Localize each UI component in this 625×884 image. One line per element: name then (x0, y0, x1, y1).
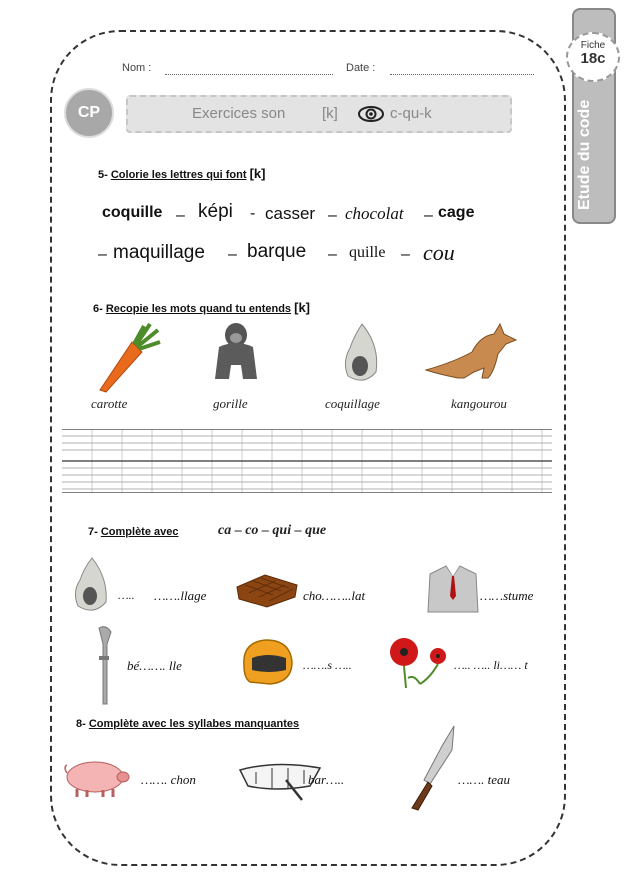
word-dash: – (328, 207, 337, 224)
ex6-instruction: Recopie les mots quand tu entends (105, 303, 292, 315)
ex8-blank-3[interactable]: ……. teau (458, 772, 510, 787)
poppy-picture (386, 634, 452, 690)
pig-picture (63, 755, 131, 799)
knife-picture (408, 724, 460, 812)
ex7-blank-2[interactable]: cho……..lat (303, 588, 366, 603)
word-dash: – (424, 207, 433, 224)
word-dash: - (250, 205, 256, 222)
label-carotte: carotte (91, 396, 128, 411)
eye-icon (358, 103, 384, 125)
word-kepi[interactable]: képi (198, 201, 233, 222)
ex7-number: 7- (88, 526, 98, 538)
word-dash: – (228, 246, 237, 263)
label-kangourou: kangourou (451, 396, 507, 411)
ex5-instruction: Colorie les lettres qui font (110, 169, 247, 181)
chocolate-picture (235, 573, 299, 609)
ex8-number: 8- (76, 718, 86, 730)
word-quille[interactable]: quille (349, 244, 386, 261)
ex7-heading (88, 526, 179, 538)
fiche-badge (566, 32, 620, 82)
carrot-picture (92, 322, 162, 394)
fiche-label: Fiche (580, 40, 606, 51)
word-maquillage[interactable]: maquillage (113, 242, 205, 263)
ex8-instruction: Complète avec les syllabes manquantes (88, 718, 300, 730)
ex5-sound: [k] (249, 166, 266, 181)
word-casser[interactable]: casser (265, 204, 316, 223)
ex7-blank-3[interactable]: ……stume (480, 588, 534, 603)
date-label: Date : (346, 62, 376, 74)
shell-picture (340, 322, 384, 386)
word-chocolat[interactable]: chocolat (345, 204, 404, 223)
word-cage[interactable]: cage (438, 204, 475, 221)
label-gorille: gorille (213, 396, 248, 411)
title-box (126, 95, 512, 133)
date-field[interactable] (390, 64, 534, 75)
fiche-number: 18c (580, 50, 606, 67)
ex5-number: 5- (98, 169, 108, 181)
suit-picture (426, 562, 480, 614)
title-spellings: c-qu-k (390, 105, 432, 122)
ex7-blank-1b[interactable]: …….llage (154, 588, 207, 603)
gorilla-picture (213, 321, 259, 381)
word-coquille[interactable]: coquille (102, 204, 163, 221)
word-cou[interactable]: cou (423, 240, 455, 265)
ex6-number: 6- (93, 303, 103, 315)
ex7-blank-4[interactable]: bé……. lle (127, 658, 182, 673)
word-dash: – (176, 207, 185, 224)
ex6-sound: [k] (294, 300, 310, 315)
ex7-blank-5[interactable]: …….s ….. (303, 658, 352, 672)
crutch-picture (95, 626, 117, 706)
ex8-blank-1[interactable]: ……. chon (141, 772, 196, 787)
word-dash: – (98, 246, 107, 263)
label-coquillage: coquillage (325, 396, 380, 411)
ex5-heading (98, 166, 265, 181)
side-tab-label: Etude du code (576, 99, 593, 211)
title-sound: [k] (322, 105, 338, 122)
shell-picture (72, 556, 112, 616)
ex7-blank-1a[interactable]: ….. (118, 588, 135, 602)
writing-lines[interactable] (62, 429, 552, 493)
name-field[interactable] (165, 64, 333, 75)
ex7-instruction: Complète avec (100, 526, 179, 538)
level-badge: CP (64, 88, 114, 138)
name-label: Nom : (122, 62, 152, 74)
word-dash: – (401, 246, 410, 263)
ex8-blank-2[interactable]: bar….. (308, 772, 345, 787)
ex7-options: ca – co – qui – que (218, 523, 327, 538)
ex7-blank-6[interactable]: ….. ….. li…… t (454, 658, 528, 672)
word-barque[interactable]: barque (247, 241, 307, 262)
ex6-heading (93, 300, 310, 315)
title-text: Exercices son (192, 105, 286, 122)
word-dash: – (328, 246, 337, 263)
ex8-heading (76, 718, 299, 730)
helmet-picture (240, 636, 294, 686)
kangaroo-picture (424, 322, 520, 382)
